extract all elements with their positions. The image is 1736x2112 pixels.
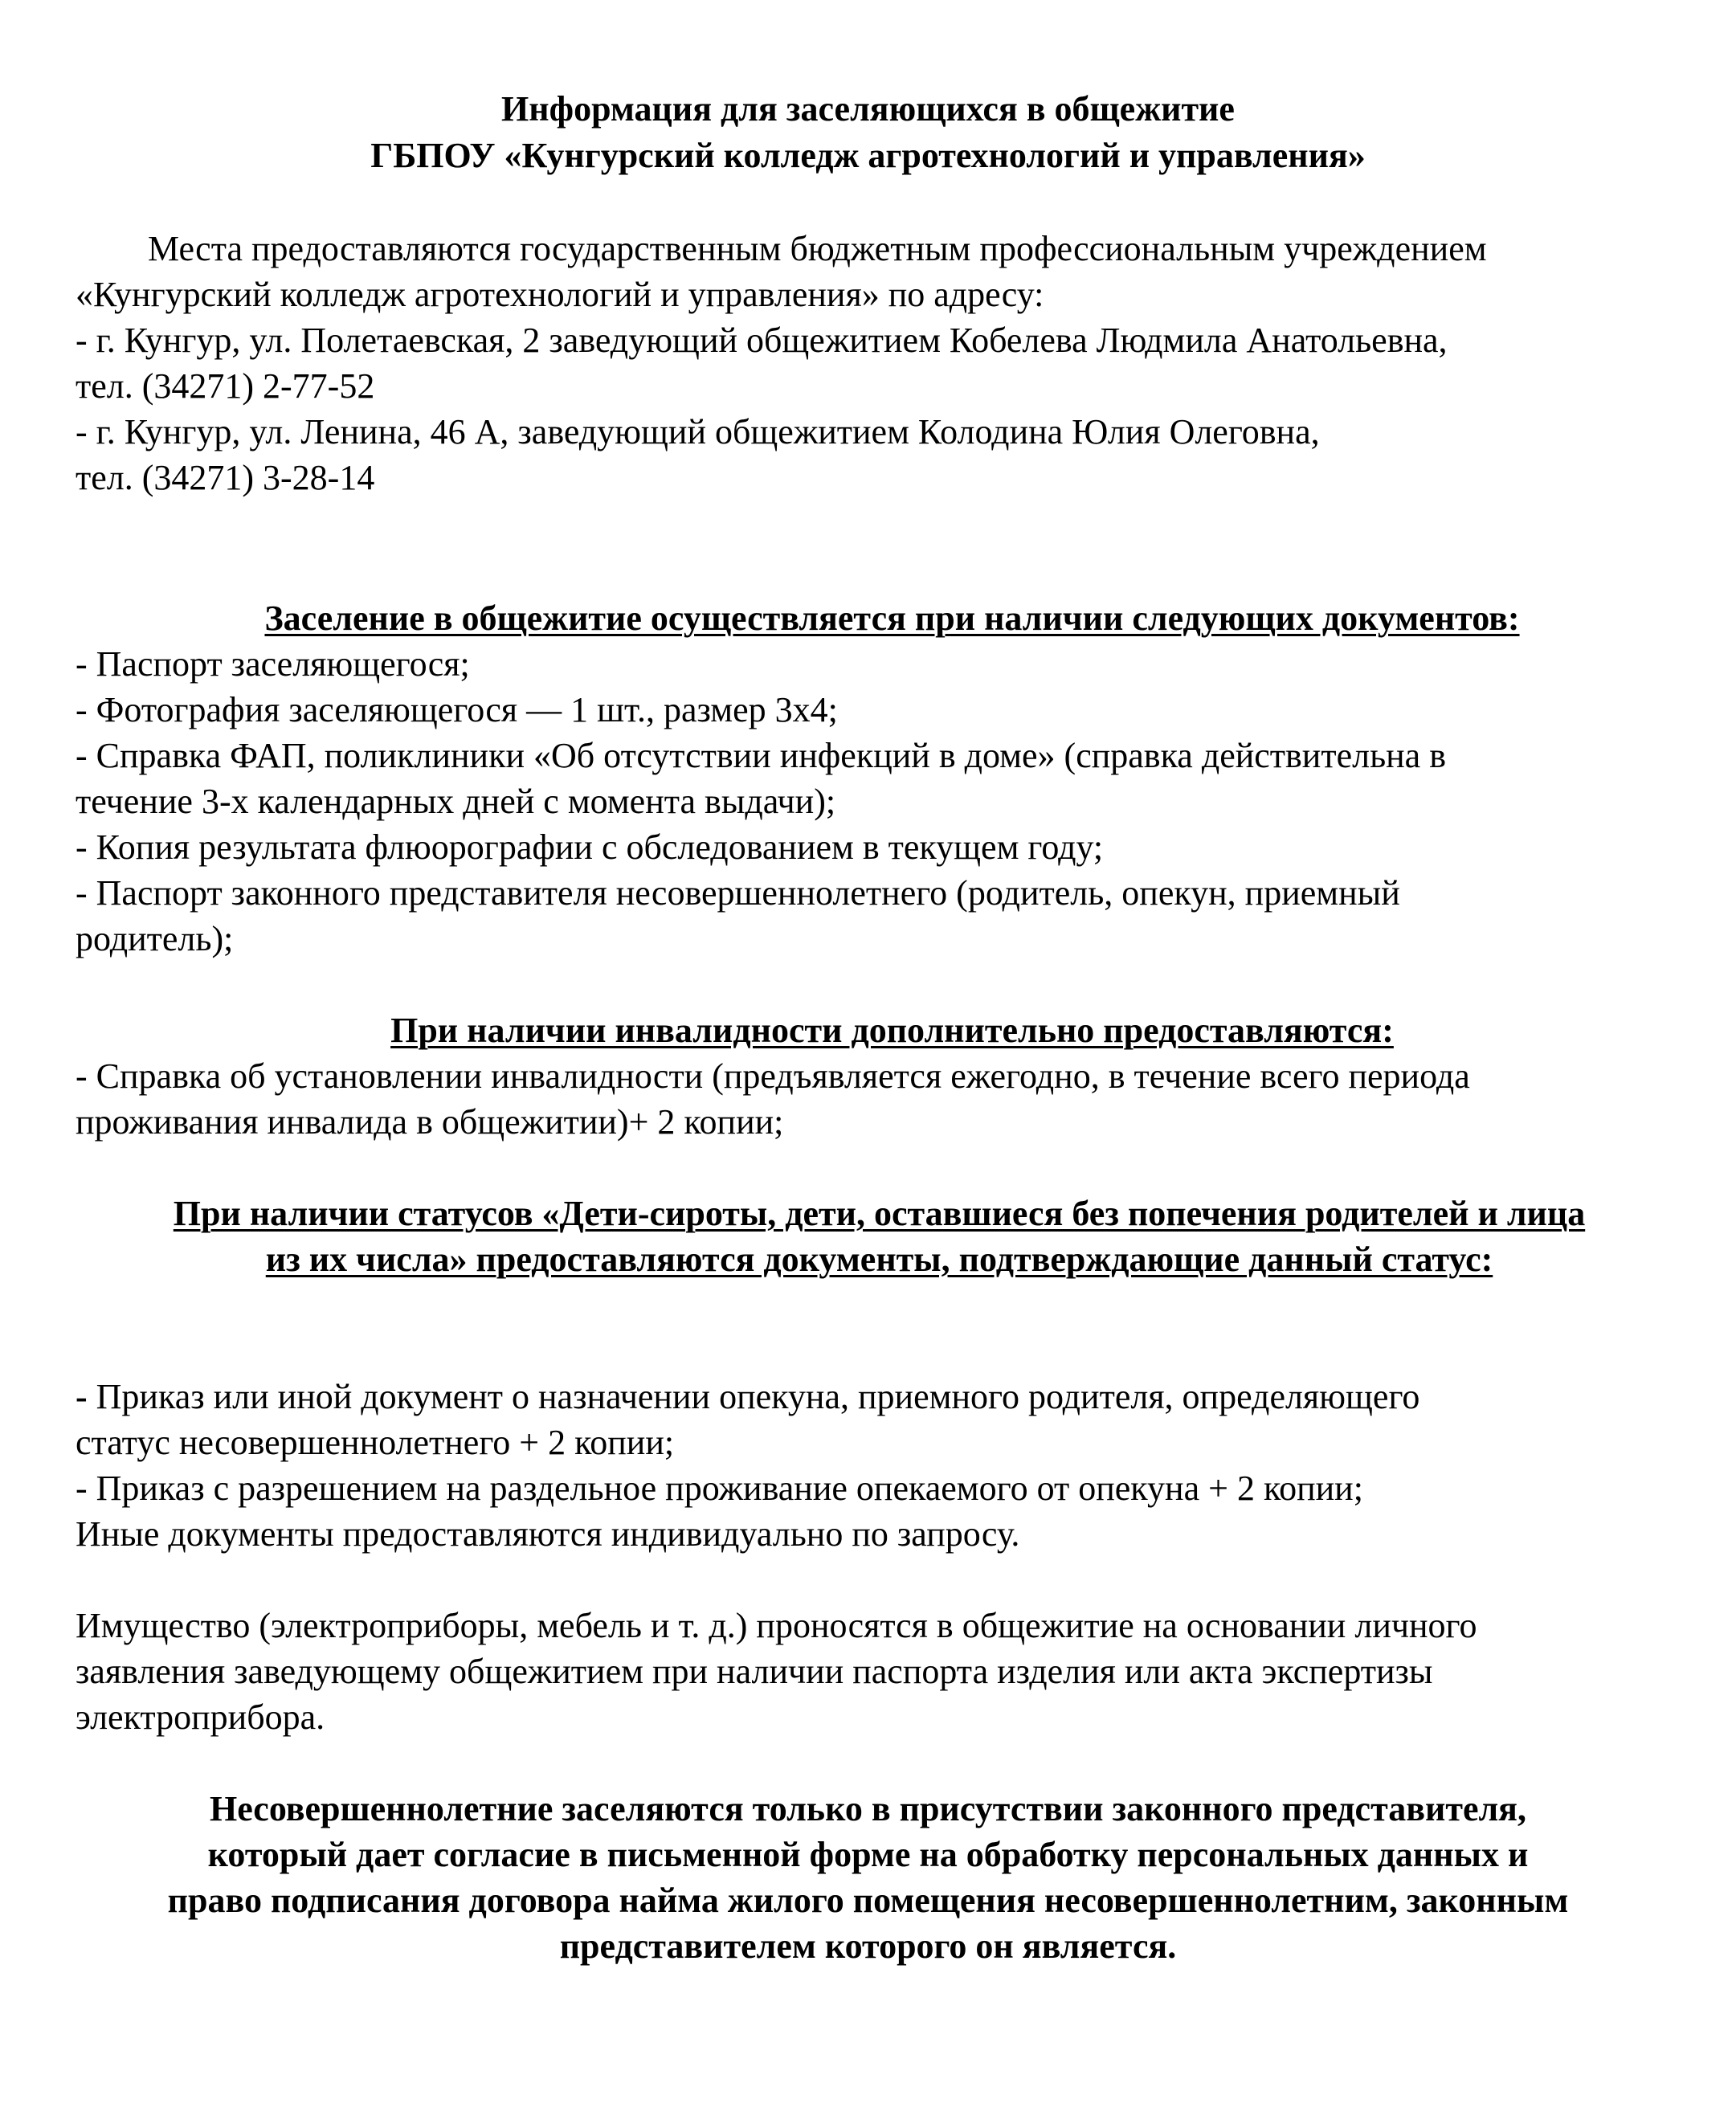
minors-line-3: право подписания договора найма жилого помещения несовершеннолетним, законным bbox=[167, 1881, 1569, 1920]
orphans-heading-line-1: При наличии статусов «Дети-сироты, дети, оставшиеся без попечения родителей и лица bbox=[173, 1194, 1586, 1233]
intro-line-1: Места предоставляются государственным бюджетным профессиональным учреждением bbox=[148, 229, 1487, 268]
bold-dash: - bbox=[76, 1377, 88, 1416]
disability-heading: При наличии инвалидности дополнительно предоставляются: bbox=[390, 1011, 1394, 1050]
documents-item-3: - Справка ФАП, поликлиники «Об отсутствии инфекций в доме» (справка действительна в bbox=[76, 736, 1446, 775]
intro-line-3: - г. Кунгур, ул. Полетаевская, 2 заведующий общежитием Кобелева Людмила Анатольевна, bbox=[76, 321, 1448, 360]
orphans-item-1-cont: статус несовершеннолетнего + 2 копии; bbox=[76, 1423, 675, 1462]
title-line-2: ГБПОУ «Кунгурский колледж агротехнологий и управления» bbox=[370, 136, 1366, 175]
title-line-1: Информация для заселяющихся в общежитие bbox=[501, 89, 1235, 129]
intro-line-4: тел. (34271) 2-77-52 bbox=[76, 366, 375, 406]
orphans-heading-line-2: из их числа» предоставляются документы, подтверждающие данный статус: bbox=[265, 1240, 1493, 1279]
property-line-3: электроприбора. bbox=[76, 1697, 325, 1737]
documents-item-4: - Копия результата флюорографии с обследованием в текущем году; bbox=[76, 827, 1104, 867]
documents-heading: Заселение в общежитие осуществляется при наличии следующих документов: bbox=[264, 598, 1520, 638]
orphans-item-1-text: Приказ или иной документ о назначении опекуна, приемного родителя, определяющего bbox=[87, 1377, 1420, 1416]
intro-line-6: тел. (34271) 3-28-14 bbox=[76, 458, 375, 497]
disability-item-1-cont: проживания инвалида в общежитии)+ 2 копии; bbox=[76, 1102, 784, 1142]
orphans-note: Иные документы предоставляются индивидуально по запросу. bbox=[76, 1514, 1020, 1554]
intro-line-5: - г. Кунгур, ул. Ленина, 46 А, заведующий общежитием Колодина Юлия Олеговна, bbox=[76, 412, 1320, 451]
intro-line-2: «Кунгурский колледж агротехнологий и управления» по адресу: bbox=[76, 275, 1044, 314]
minors-line-2: который дает согласие в письменной форме на обработку персональных данных и bbox=[207, 1835, 1529, 1874]
documents-item-5-cont: родитель); bbox=[76, 919, 234, 958]
minors-line-4: представителем которого он является. bbox=[559, 1926, 1177, 1966]
documents-item-1: - Паспорт заселяющегося; bbox=[76, 644, 470, 684]
orphans-item-2: - Приказ с разрешением на раздельное проживание опекаемого от опекуна + 2 копии; bbox=[76, 1469, 1363, 1508]
documents-item-3-cont: течение 3-х календарных дней с момента выдачи); bbox=[76, 782, 836, 821]
disability-item-1: - Справка об установлении инвалидности (предъявляется ежегодно, в течение всего периода bbox=[76, 1056, 1470, 1096]
documents-item-2: - Фотография заселяющегося — 1 шт., размер 3х4; bbox=[76, 690, 838, 729]
property-line-1: Имущество (электроприборы, мебель и т. д.) проносятся в общежитие на основании личного bbox=[76, 1606, 1477, 1645]
orphans-item-1 bbox=[76, 1379, 1674, 1415]
property-line-2: заявления заведующему общежитием при наличии паспорта изделия или акта экспертизы bbox=[76, 1652, 1433, 1691]
documents-item-5: - Паспорт законного представителя несовершеннолетнего (родитель, опекун, приемный bbox=[76, 873, 1400, 913]
minors-line-1: Несовершеннолетние заселяются только в присутствии законного представителя, bbox=[210, 1789, 1526, 1828]
